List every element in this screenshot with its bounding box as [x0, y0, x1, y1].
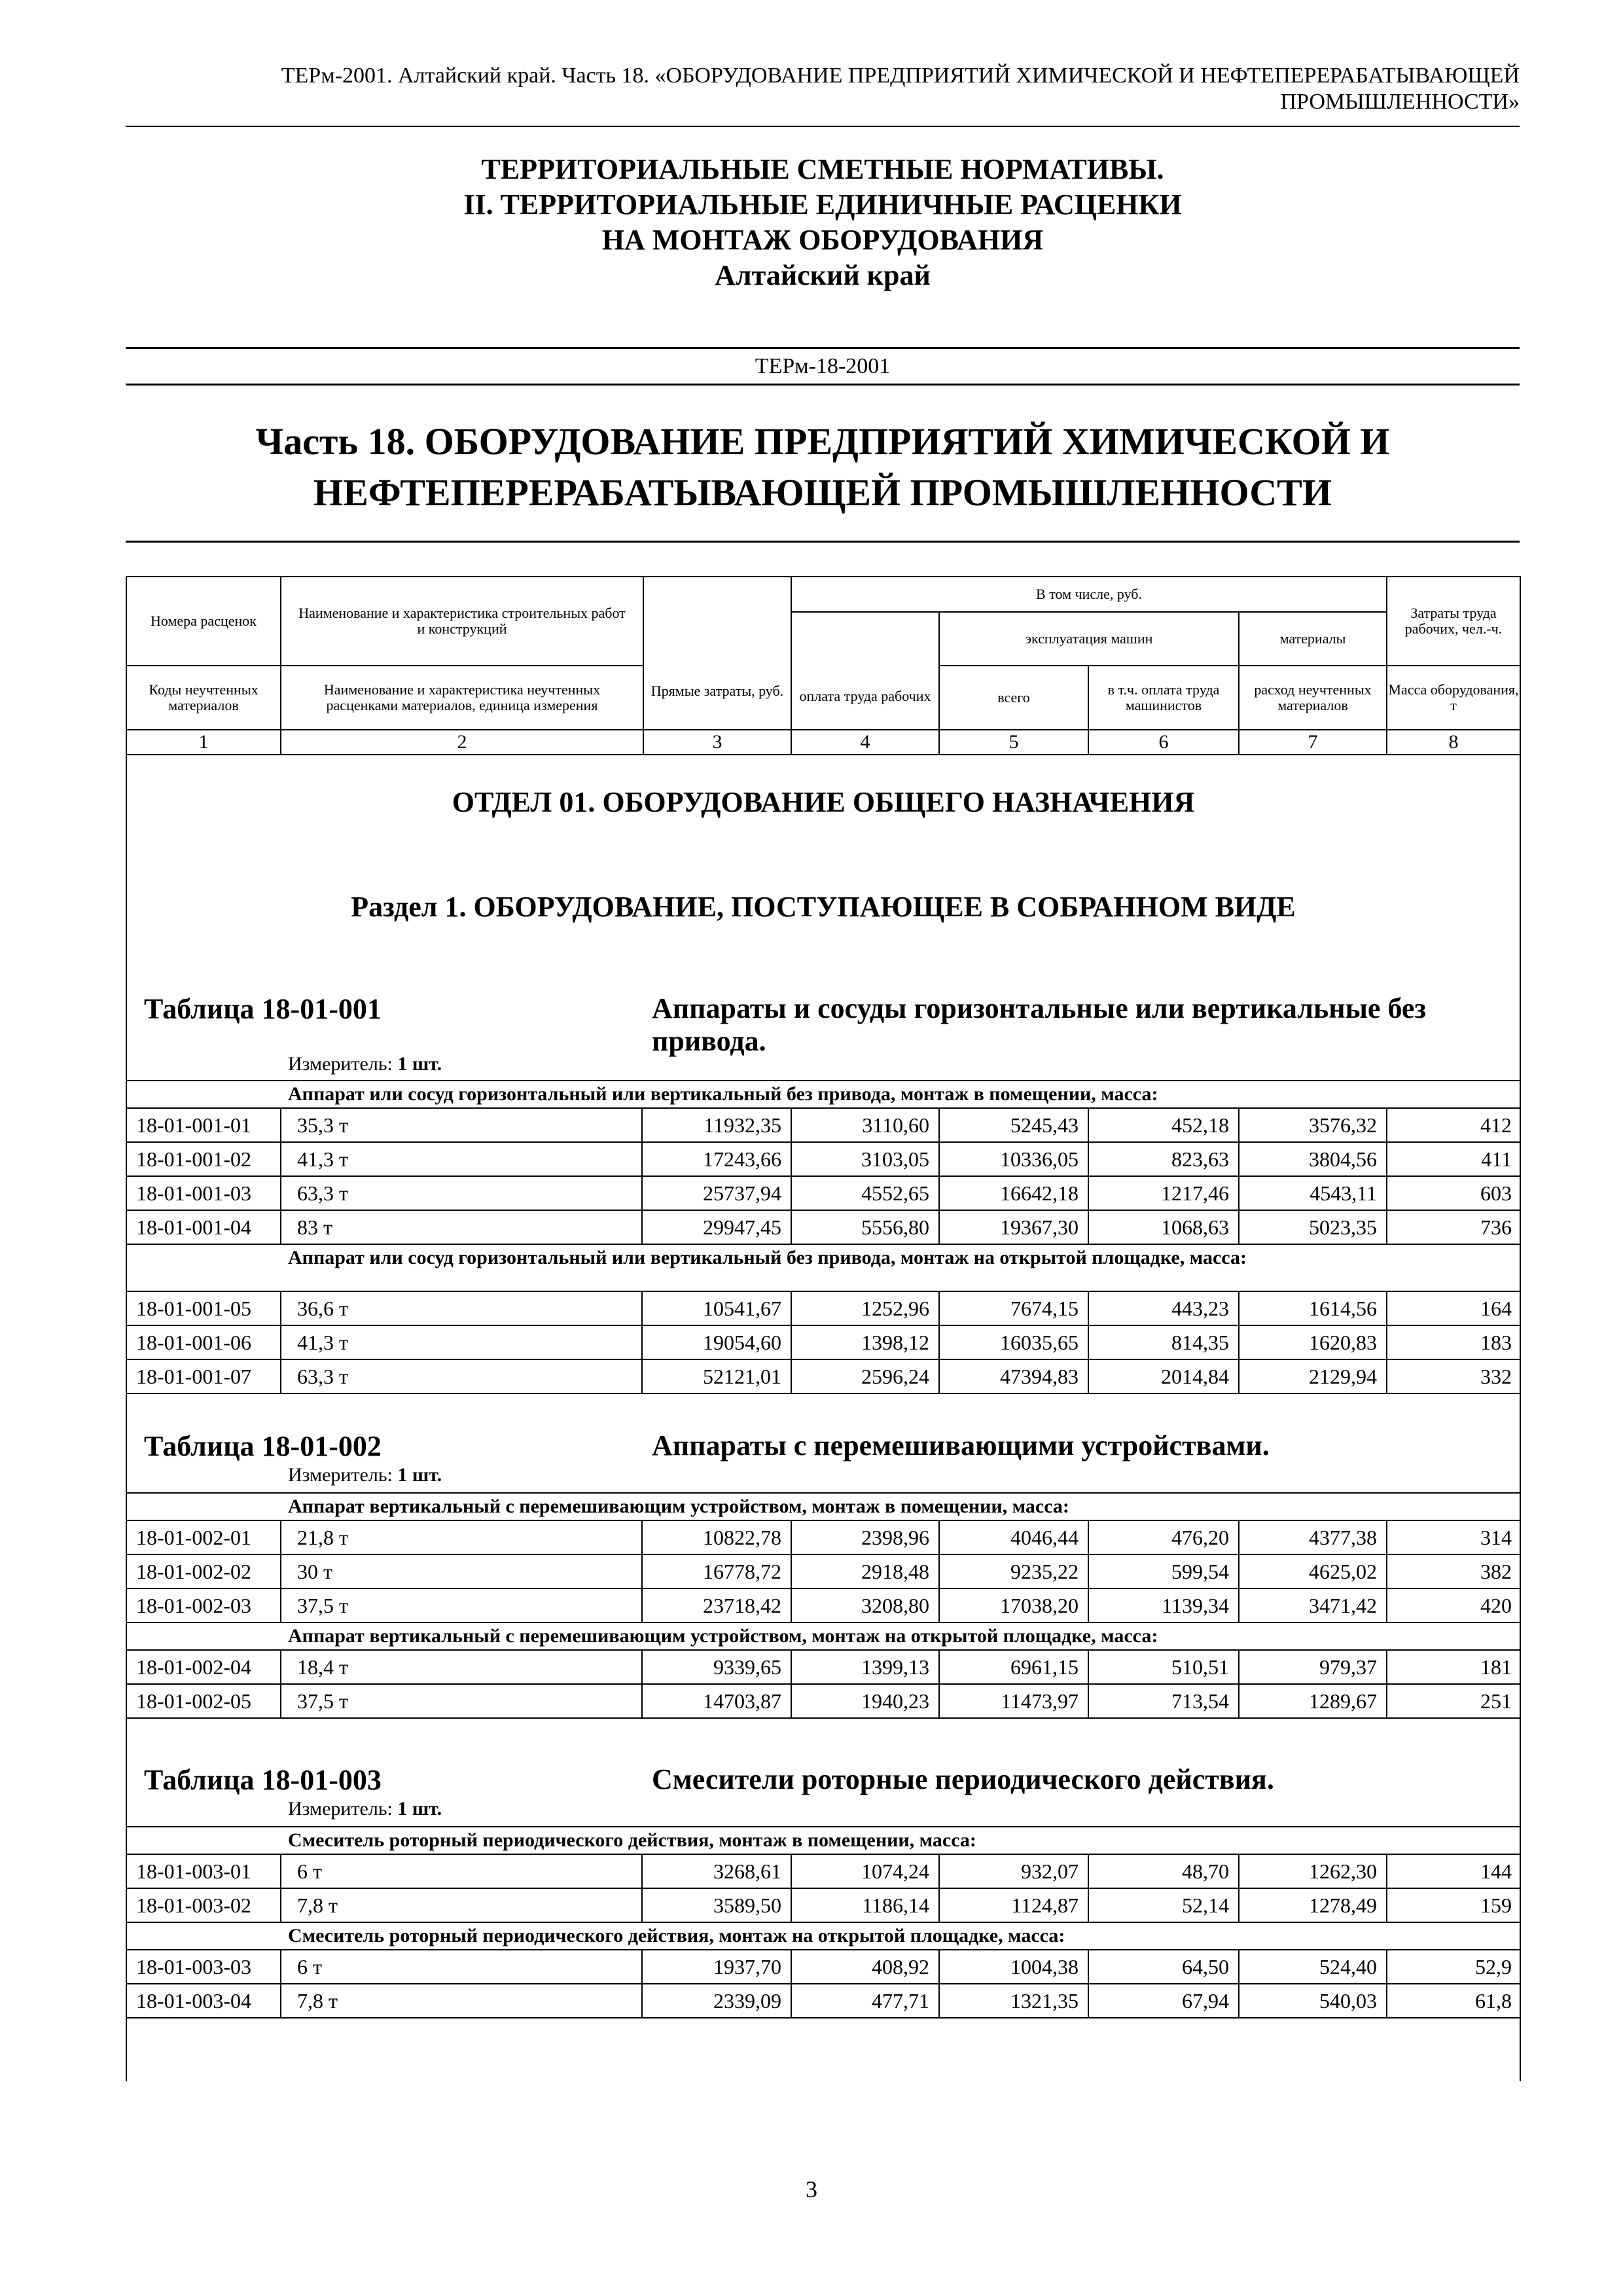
cell-col7: 4625,02 [1238, 1555, 1387, 1588]
cell-col6: 452,18 [1088, 1109, 1240, 1141]
cell-col7: 3804,56 [1238, 1143, 1387, 1175]
part-title-line2: НЕФТЕПЕРЕРАБАТЫВАЮЩЕЙ ПРОМЫШЛЕННОСТИ [313, 471, 1332, 514]
part-title-line1: Часть 18. ОБОРУДОВАНИЕ ПРЕДПРИЯТИЙ ХИМИЧЕСКОЙ И [255, 420, 1390, 463]
header-num-6: 6 [1088, 729, 1240, 755]
table-end-rule [126, 2017, 1521, 2018]
group-heading: Аппарат или сосуд горизонтальный или вертикальный без привода, монтаж в помещении, масса: [126, 1080, 1521, 1107]
cell-col5: 1321,35 [938, 1984, 1089, 2017]
rate-name: 21,8 т [281, 1521, 643, 1554]
rate-code: 18-01-001-03 [126, 1177, 281, 1210]
rate-name: 35,3 т [281, 1109, 643, 1141]
table-title: Аппараты с перемешивающими устройствами. [652, 1429, 1270, 1462]
cell-col8: 412 [1480, 1113, 1512, 1137]
cell-col4: 1399,13 [791, 1651, 940, 1683]
cell-col5: 10336,05 [938, 1143, 1089, 1175]
cell-col7: 1278,49 [1238, 1889, 1387, 1922]
cell-col3: 52121,01 [643, 1360, 792, 1393]
table-end-rule [126, 1393, 1521, 1394]
cell-col3: 10541,67 [643, 1292, 792, 1325]
table-title: Аппараты и сосуды горизонтальные или вертикальные без привода. [652, 992, 1427, 1057]
rate-name: 30 т [281, 1555, 643, 1588]
table-row [126, 1949, 1521, 1983]
rate-code: 18-01-003-01 [126, 1855, 281, 1888]
cell-col6: 67,94 [1088, 1984, 1240, 2017]
part-title [126, 416, 1520, 518]
rate-name: 37,5 т [281, 1685, 643, 1717]
cell-col6: 476,20 [1088, 1521, 1240, 1554]
header-col6: в т.ч. оплата труда машинистов [1088, 665, 1240, 730]
rate-name: 18,4 т [281, 1651, 643, 1683]
header-num-8: 8 [1386, 729, 1521, 755]
cell-col5: 11473,97 [938, 1685, 1089, 1717]
group-heading: Аппарат вертикальный с перемешивающим устройством, монтаж в помещении, масса: [126, 1492, 1521, 1520]
table-row [126, 1141, 1521, 1175]
table-row [126, 1175, 1521, 1210]
cell-col5: 16642,18 [938, 1177, 1089, 1210]
rate-name: 7,8 т [281, 1984, 643, 2017]
cell-col6: 823,63 [1088, 1143, 1240, 1175]
group-heading: Смеситель роторный периодического действия, монтаж на открытой площадке, масса: [126, 1922, 1521, 1949]
cell-col3: 17243,66 [643, 1143, 792, 1175]
page-number: 3 [806, 2176, 817, 2202]
cell-col6: 599,54 [1088, 1555, 1240, 1588]
rate-code: 18-01-001-05 [126, 1292, 281, 1325]
table-row [126, 1325, 1521, 1359]
cell-col5: 17038,20 [938, 1589, 1089, 1622]
cell-col7: 524,40 [1238, 1950, 1387, 1983]
rate-code: 18-01-003-02 [126, 1889, 281, 1922]
rate-code: 18-01-001-06 [126, 1326, 281, 1359]
table-row [126, 1888, 1521, 1922]
header-col1a: Номера расценок [126, 576, 281, 666]
cell-col6: 1139,34 [1088, 1589, 1240, 1622]
cell-col6: 443,23 [1088, 1292, 1240, 1325]
cell-col3: 14703,87 [643, 1685, 792, 1717]
cell-col4: 1186,14 [791, 1889, 940, 1922]
rate-code: 18-01-001-07 [126, 1360, 281, 1393]
table-end-rule [126, 1717, 1521, 1719]
table-label: Таблица 18-01-002 [144, 1430, 382, 1462]
rate-code: 18-01-003-04 [126, 1984, 281, 2017]
cell-col7: 5023,35 [1238, 1211, 1387, 1244]
otdel-heading: ОТДЕЛ 01. ОБОРУДОВАНИЕ ОБЩЕГО НАЗНАЧЕНИЯ [452, 786, 1195, 818]
group-heading: Аппарат или сосуд горизонтальный или вертикальный без привода, монтаж на открытой площадке, масса: [126, 1244, 1521, 1291]
document-code: ТЕРм-18-2001 [755, 354, 891, 378]
divider-top [126, 347, 1520, 349]
cell-col8: 420 [1480, 1594, 1512, 1617]
header-col2a: Наименование и характеристика строительных работ и конструкций [280, 576, 644, 666]
header-col5: всего [938, 665, 1089, 730]
rate-code: 18-01-001-01 [126, 1109, 281, 1141]
header-incl: В том числе, руб. [791, 576, 1387, 613]
rate-name: 63,3 т [281, 1177, 643, 1210]
table-row [126, 1854, 1521, 1888]
document-title [126, 152, 1520, 293]
cell-col8: 382 [1480, 1560, 1512, 1583]
cell-col7: 3471,42 [1238, 1589, 1387, 1622]
measure-label: Измеритель: [288, 1053, 393, 1075]
table-row [126, 1291, 1521, 1325]
cell-col5: 47394,83 [938, 1360, 1089, 1393]
cell-col4: 2918,48 [791, 1555, 940, 1588]
table-row [126, 1588, 1521, 1622]
header-col4: оплата труда рабочих [791, 611, 940, 730]
cell-col5: 5245,43 [938, 1109, 1089, 1141]
cell-col4: 1074,24 [791, 1855, 940, 1888]
cell-col4: 3110,60 [791, 1109, 940, 1141]
group-heading: Аппарат вертикальный с перемешивающим устройством, монтаж на открытой площадке, масса: [126, 1622, 1521, 1649]
table-row [126, 1554, 1521, 1588]
rate-name: 41,3 т [281, 1143, 643, 1175]
cell-col8: 736 [1480, 1215, 1512, 1239]
cell-col8: 144 [1480, 1859, 1512, 1883]
cell-col3: 11932,35 [643, 1109, 792, 1141]
rate-code: 18-01-002-04 [126, 1651, 281, 1683]
cell-col3: 16778,72 [643, 1555, 792, 1588]
document-title-line1: ТЕРРИТОРИАЛЬНЫЕ СМЕТНЫЕ НОРМАТИВЫ. [481, 153, 1164, 185]
cell-col4: 3208,80 [791, 1589, 940, 1622]
group-heading: Смеситель роторный периодического действия, монтаж в помещении, масса: [126, 1826, 1521, 1854]
header-col3: Прямые затраты, руб. [643, 576, 792, 730]
measure-value: 1 шт. [397, 1464, 442, 1486]
table-row [126, 1107, 1521, 1141]
cell-col8: 52,9 [1475, 1955, 1512, 1979]
header-col8a: Затраты труда рабочих, чел.-ч. [1386, 576, 1521, 666]
cell-col7: 979,37 [1238, 1651, 1387, 1683]
cell-col7: 2129,94 [1238, 1360, 1387, 1393]
cell-col3: 3268,61 [643, 1855, 792, 1888]
cell-col4: 408,92 [791, 1950, 940, 1983]
cell-col3: 25737,94 [643, 1177, 792, 1210]
cell-col4: 477,71 [791, 1984, 940, 2017]
table-row [126, 1649, 1521, 1683]
header-materials: материалы [1238, 611, 1387, 666]
cell-col6: 1217,46 [1088, 1177, 1240, 1210]
cell-col6: 52,14 [1088, 1889, 1240, 1922]
document-title-line4: Алтайский край [715, 259, 931, 291]
table-label: Таблица 18-01-003 [144, 1764, 382, 1796]
rate-code: 18-01-003-03 [126, 1950, 281, 1983]
header-num-2: 2 [280, 729, 644, 755]
cell-col6: 1068,63 [1088, 1211, 1240, 1244]
header-num-1: 1 [126, 729, 281, 755]
cell-col3: 19054,60 [643, 1326, 792, 1359]
measure-label: Измеритель: [288, 1464, 393, 1486]
cell-col6: 2014,84 [1088, 1360, 1240, 1393]
cell-col3: 29947,45 [643, 1211, 792, 1244]
cell-col6: 814,35 [1088, 1326, 1240, 1359]
cell-col6: 64,50 [1088, 1950, 1240, 1983]
rate-code: 18-01-001-02 [126, 1143, 281, 1175]
rate-name: 63,3 т [281, 1360, 643, 1393]
cell-col7: 1262,30 [1238, 1855, 1387, 1888]
cell-col7: 1614,56 [1238, 1292, 1387, 1325]
cell-col4: 2596,24 [791, 1360, 940, 1393]
measure-value: 1 шт. [397, 1798, 442, 1820]
table-label: Таблица 18-01-001 [144, 993, 382, 1025]
cell-col5: 6961,15 [938, 1651, 1089, 1683]
cell-col7: 4543,11 [1238, 1177, 1387, 1210]
cell-col3: 3589,50 [643, 1889, 792, 1922]
cell-col5: 932,07 [938, 1855, 1089, 1888]
rate-name: 37,5 т [281, 1589, 643, 1622]
cell-col5: 1004,38 [938, 1950, 1089, 1983]
divider-part [126, 541, 1520, 543]
cell-col4: 1398,12 [791, 1326, 940, 1359]
cell-col8: 332 [1480, 1365, 1512, 1388]
measure-label: Измеритель: [288, 1798, 393, 1820]
rate-name: 36,6 т [281, 1292, 643, 1325]
header-col1b: Коды неучтенных материалов [126, 665, 281, 730]
measure-line [288, 1797, 442, 1821]
cell-col8: 181 [1480, 1655, 1512, 1679]
rate-code: 18-01-002-03 [126, 1589, 281, 1622]
cell-col7: 3576,32 [1238, 1109, 1387, 1141]
rate-name: 41,3 т [281, 1326, 643, 1359]
cell-col3: 2339,09 [643, 1984, 792, 2017]
rate-code: 18-01-002-05 [126, 1685, 281, 1717]
cell-col8: 164 [1480, 1297, 1512, 1320]
cell-col4: 5556,80 [791, 1211, 940, 1244]
divider-bottom [126, 384, 1520, 386]
cell-col4: 4552,65 [791, 1177, 940, 1210]
cell-col8: 411 [1481, 1147, 1512, 1171]
cell-col8: 251 [1480, 1689, 1512, 1713]
cell-col4: 1252,96 [791, 1292, 940, 1325]
table-row [126, 1520, 1521, 1554]
cell-col5: 16035,65 [938, 1326, 1089, 1359]
cell-col3: 9339,65 [643, 1651, 792, 1683]
cell-col5: 19367,30 [938, 1211, 1089, 1244]
cell-col3: 23718,42 [643, 1589, 792, 1622]
cell-col4: 2398,96 [791, 1521, 940, 1554]
cell-col5: 4046,44 [938, 1521, 1089, 1554]
cell-col7: 1289,67 [1238, 1685, 1387, 1717]
cell-col7: 4377,38 [1238, 1521, 1387, 1554]
header-machines: эксплуатация машин [938, 611, 1240, 666]
table-row [126, 1983, 1521, 2017]
header-num-3: 3 [643, 729, 792, 755]
rate-name: 7,8 т [281, 1889, 643, 1922]
cell-col5: 9235,22 [938, 1555, 1089, 1588]
cell-col5: 1124,87 [938, 1889, 1089, 1922]
rate-name: 6 т [281, 1855, 643, 1888]
razdel-heading: Раздел 1. ОБОРУДОВАНИЕ, ПОСТУПАЮЩЕЕ В СОБРАННОМ ВИДЕ [351, 891, 1296, 923]
table-title: Смесители роторные периодического действия. [652, 1763, 1274, 1795]
cell-col7: 540,03 [1238, 1984, 1387, 2017]
cell-col8: 603 [1480, 1181, 1512, 1205]
header-num-7: 7 [1238, 729, 1387, 755]
document-title-line3: НА МОНТАЖ ОБОРУДОВАНИЯ [601, 224, 1044, 256]
cell-col8: 314 [1480, 1526, 1512, 1549]
table-row [126, 1210, 1521, 1244]
measure-line [288, 1463, 442, 1487]
rate-code: 18-01-002-02 [126, 1555, 281, 1588]
cell-col6: 48,70 [1088, 1855, 1240, 1888]
cell-col8: 183 [1480, 1331, 1512, 1354]
rate-code: 18-01-002-01 [126, 1521, 281, 1554]
running-header-rule [126, 126, 1520, 127]
header-col8b: Масса оборудования, т [1386, 665, 1521, 730]
header-num-5: 5 [938, 729, 1089, 755]
table-row [126, 1683, 1521, 1717]
cell-col4: 1940,23 [791, 1685, 940, 1717]
header-num-4: 4 [791, 729, 940, 755]
header-col2b: Наименование и характеристика неучтенных расценками материалов, единица измерения [280, 665, 644, 730]
running-header-line2: ПРОМЫШЛЕННОСТИ» [1280, 90, 1520, 114]
cell-col3: 10822,78 [643, 1521, 792, 1554]
running-header [126, 63, 1520, 115]
cell-col8: 61,8 [1475, 1989, 1512, 2013]
document-title-line2: II. ТЕРРИТОРИАЛЬНЫЕ ЕДИНИЧНЫЕ РАСЦЕНКИ [463, 188, 1182, 221]
header-col7: расход неучтенных материалов [1238, 665, 1387, 730]
table-row [126, 1359, 1521, 1393]
cell-col3: 1937,70 [643, 1950, 792, 1983]
measure-value: 1 шт. [397, 1053, 442, 1075]
cell-col7: 1620,83 [1238, 1326, 1387, 1359]
cell-col6: 713,54 [1088, 1685, 1240, 1717]
rate-code: 18-01-001-04 [126, 1211, 281, 1244]
rate-name: 6 т [281, 1950, 643, 1983]
cell-col6: 510,51 [1088, 1651, 1240, 1683]
running-header-line1: ТЕРм-2001. Алтайский край. Часть 18. «ОБОРУДОВАНИЕ ПРЕДПРИЯТИЙ ХИМИЧЕСКОЙ И НЕФТЕПЕРЕРАБАТЫВАЮЩЕЙ [281, 63, 1520, 88]
measure-line [288, 1052, 442, 1076]
cell-col8: 159 [1480, 1893, 1512, 1917]
cell-col4: 3103,05 [791, 1143, 940, 1175]
cell-col5: 7674,15 [938, 1292, 1089, 1325]
rate-name: 83 т [281, 1211, 643, 1244]
